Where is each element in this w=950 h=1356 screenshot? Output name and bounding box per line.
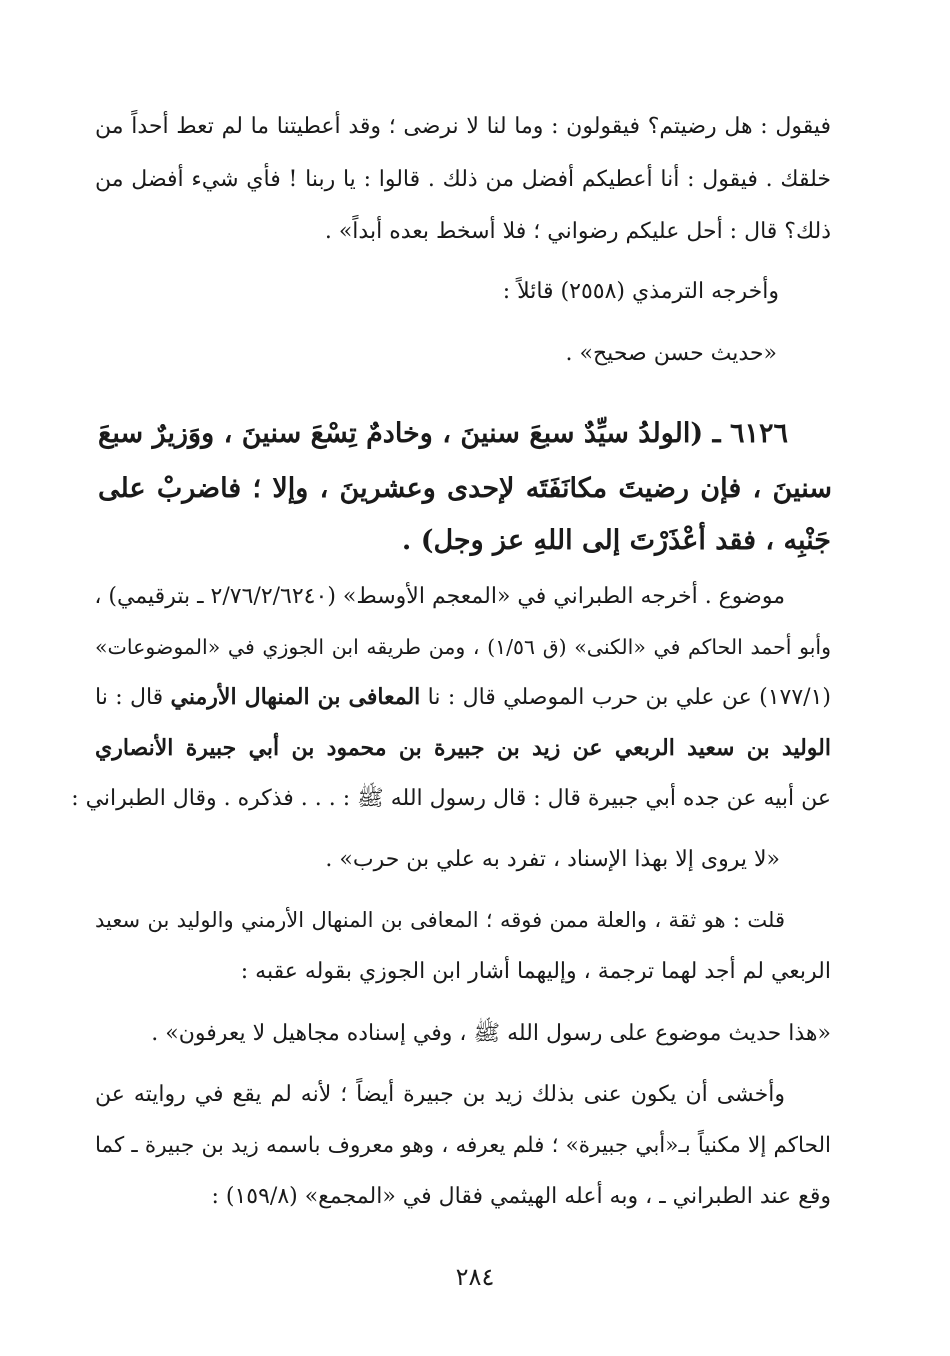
hadith-line3: جَنْبِه ، فقد أعْذَرْتَ إلى اللهِ عز وجل) . <box>401 525 831 556</box>
takhrij-line1: موضوع . أخرجه الطبراني في «المعجم الأوسط» (٢/٧٦/٢/٦٢٤٠ ـ بترقيمي) ، <box>94 584 785 609</box>
qultu-line2: الربعي لم أجد لهما ترجمة ، وإليهما أشار ابن الجوزي بقوله عقبه : <box>240 959 831 984</box>
tirmidhi-quote: «حديث حسن صحيح» . <box>565 341 777 366</box>
tirmidhi-line: وأخرجه الترمذي (٢٥٥٨) قائلاً : <box>502 279 779 304</box>
narrator-muafa: المعافى بن المنهال الأرمني <box>170 684 421 710</box>
takhrij-line5: عن أبيه عن جده أبي جبيرة قال : قال رسول الله ﷺ : . . . فذكره . وقال الطبراني : <box>71 786 831 811</box>
para1-line2: خلقك . فيقول : أنا أعطيكم أفضل من ذلك . قالوا : يا ربنا ! فأي شيء أفضل من <box>95 167 831 192</box>
takhrij-line3-part3: قال : نا <box>95 685 171 710</box>
akhsha-line2: الحاكم إلا مكنياً بـ«أبي جبيرة» ؛ فلم يعرفه ، وهو معروف باسمه زيد بن جبيرة ـ كما <box>95 1133 831 1158</box>
narrator-walid: الوليد بن سعيد الربعي <box>614 735 831 761</box>
takhrij-line3-part1: (١٧٧/١) عن علي بن حرب الموصلي قال : نا <box>420 685 831 710</box>
para1-line3: ذلك؟ قال : أحل عليكم رضواني ؛ فلا أسخط بعده أبداً» . <box>324 219 831 244</box>
jawzi-quote: «هذا حديث موضوع على رسول الله ﷺ ، وفي إسناده مجاهيل لا يعرفون» . <box>151 1021 831 1046</box>
takhrij-line4-rest: عن زيد بن جبيرة بن محمود بن أبي جبيرة الأنصاري <box>95 735 615 761</box>
page-number: ٢٨٤ <box>455 1263 495 1291</box>
akhsha-line1: وأخشى أن يكون عنى بذلك زيد بن جبيرة أيضاً ؛ لأنه لم يقع في روايته عن <box>95 1082 785 1107</box>
takhrij-line3 <box>95 682 831 713</box>
takhrij-line4 <box>95 733 831 763</box>
takhrij-line2: وأبو أحمد الحاكم في «الكنى» (ق ١/٥٦) ، ومن طريقه ابن الجوزي في «الموضوعات» <box>95 635 831 659</box>
akhsha-line3: وقع عند الطبراني ـ ، وبه أعله الهيثمي فقال في «المجمع» (١٥٩/٨) : <box>211 1184 831 1209</box>
tabarani-quote: «لا يروى إلا بهذا الإسناد ، تفرد به علي بن حرب» . <box>325 847 780 872</box>
hadith-line2: سنينَ ، فإن رضيتَ مكانَفَتَه لإحدى وعشرينَ ، وإلا ؛ فاضربْ على <box>98 473 832 504</box>
hadith-line1: ٦١٢٦ ـ (الولدُ سيِّدٌ سبعَ سنينَ ، وخادمٌ تِسْعَ سنينَ ، ووَزيرٌ سبعَ <box>98 418 788 449</box>
para1-line1: فيقول : هل رضيتم؟ فيقولون : وما لنا لا نرضى ؛ وقد أعطيتنا ما لم تعط أحداً من <box>95 114 831 139</box>
qultu-line1: قلت : هو ثقة ، والعلة ممن فوقه ؛ المعافى بن المنهال الأرمني والوليد بن سعيد <box>95 908 785 932</box>
